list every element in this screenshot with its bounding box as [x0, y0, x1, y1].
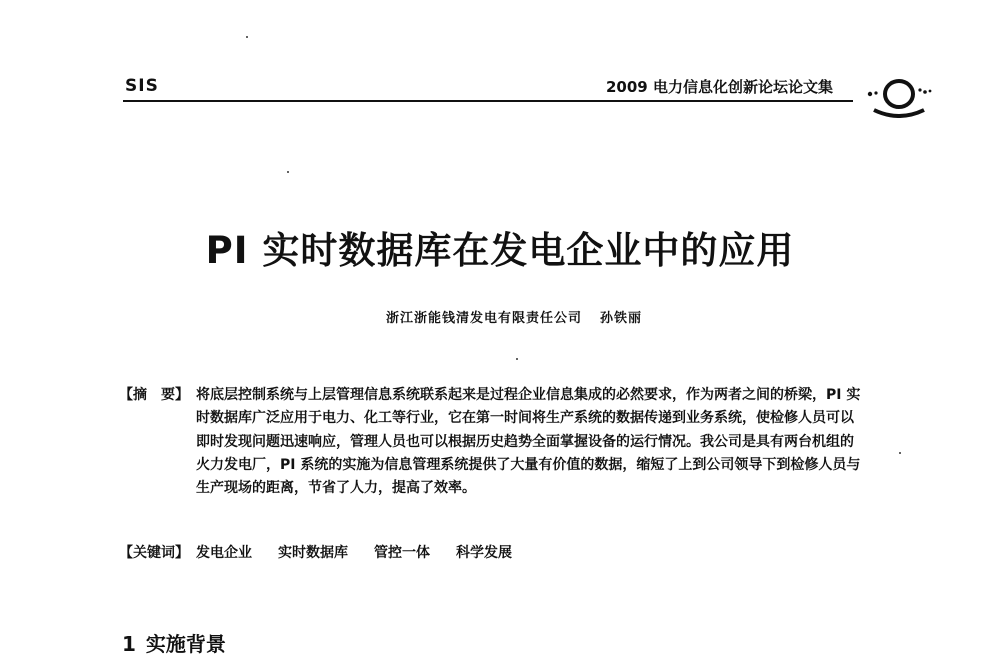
paper-title: PI 实时数据库在发电企业中的应用: [205, 229, 795, 272]
author-name: 孙铁丽: [600, 311, 643, 326]
scan-speck: [899, 452, 901, 454]
author-affiliation: 浙江浙能钱清发电有限责任公司: [386, 311, 583, 326]
abstract-text: 将底层控制系统与上层管理信息系统联系起来是过程企业信息集成的必然要求，作为两者之间的桥梁，PI 实时数据库广泛应用于电力、化工等行业，它在第一时间将生产系统的数据传递到业务系统，使检修人员可以即时发现问题迅速响应，管理人员也可以根据历史趋势全面掌握设备的运行情况。我公司是具有两台机组的火力发电厂，PI 系统的实施为信息管理系统提供了大量有价值的数据，缩短了上到公司领导下到检修人员与生产现场的距离，节省了人力，提高了效率。: [196, 387, 861, 497]
keyword-item: 发电企业: [196, 545, 252, 561]
keyword-item: 实时数据库: [278, 545, 348, 561]
section-title: 实施背景: [145, 632, 226, 656]
scan-speck: [246, 36, 248, 38]
conference-logo-icon: [864, 74, 934, 118]
running-header-left: SIS: [125, 76, 159, 96]
running-header-right: 2009 电力信息化创新论坛论文集: [606, 78, 833, 96]
keyword-item: 管控一体: [374, 545, 430, 561]
keywords-label: 【关键词】: [119, 545, 189, 561]
section-heading: [122, 628, 226, 657]
header-rule: [123, 100, 853, 102]
keyword-item: 科学发展: [456, 545, 512, 561]
abstract-label: 【摘 要】: [119, 387, 189, 403]
scan-speck: [287, 171, 289, 173]
section-number: 1: [122, 632, 136, 656]
keywords-list: [196, 542, 538, 562]
scan-speck: [516, 358, 518, 360]
author-line: [386, 307, 642, 326]
